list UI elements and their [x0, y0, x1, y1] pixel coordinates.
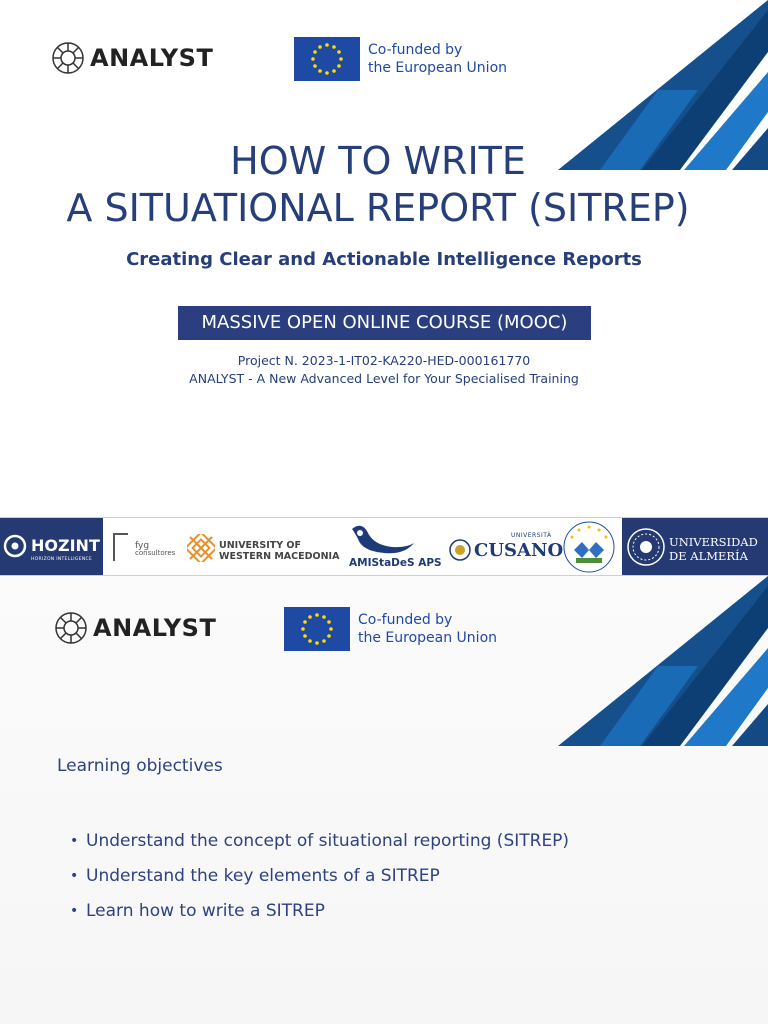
uowm-emblem-icon: [187, 534, 215, 562]
eild-logo: [560, 520, 618, 574]
eu-text-line1: Co-funded by: [358, 612, 453, 628]
analyst-logo: [53, 610, 216, 646]
almeria-seal-icon: [626, 527, 666, 567]
eild-emblem-icon: [560, 520, 618, 574]
cusano-name: CUSANO: [474, 540, 564, 561]
eu-text-line2: the European Union: [358, 630, 498, 646]
eu-text-line2: the European Union: [368, 60, 508, 76]
objectives-list: [70, 824, 569, 929]
fyg-logo: [113, 533, 185, 561]
analyst-logo-text: ANALYST: [93, 614, 217, 642]
cusano-seal-icon: [449, 539, 471, 561]
bullet-icon: •: [70, 868, 79, 884]
objective-text: Learn how to write a SITREP: [86, 901, 325, 921]
eu-text-line1: Co-funded by: [368, 42, 463, 58]
section-title: Learning objectives: [57, 756, 223, 776]
amistades-name: AMIStaDeS APS: [349, 557, 442, 569]
slide-subtitle: Creating Clear and Actionable Intelligence Reports: [126, 249, 642, 270]
objective-text: Understand the concept of situational reporting (SITREP): [86, 831, 570, 851]
hozint-logo: [0, 518, 103, 575]
cusano-top: UNIVERSITÀ: [511, 532, 552, 539]
bullet-icon: •: [70, 903, 79, 919]
eu-cofunded-logo: [294, 37, 507, 81]
almeria-line1: UNIVERSIDAD: [669, 535, 758, 549]
uowm-line2: WESTERN MACEDONIA: [219, 551, 340, 562]
learning-objectives-slide: [0, 576, 768, 1024]
project-number: Project N. 2023-1-IT02-KA220-HED-000161770: [237, 353, 531, 368]
slide-title: [0, 138, 756, 232]
list-item: [70, 824, 569, 859]
partner-logos-strip: [0, 517, 768, 576]
objective-text: Understand the key elements of a SITREP: [86, 866, 440, 886]
uowm-logo: [187, 534, 340, 566]
analyst-logo: [50, 40, 213, 76]
cusano-logo: [449, 532, 564, 562]
amistades-logo: [348, 523, 444, 573]
hozint-name: HOZINT: [31, 536, 100, 555]
fyg-name: fyg: [135, 541, 150, 551]
eu-flag-icon: [294, 37, 360, 81]
almeria-line2: DE ALMERÍA: [669, 549, 748, 563]
hozint-subtitle: HORIZON INTELLIGENCE: [31, 557, 93, 562]
analyst-network-icon: [50, 40, 86, 76]
uowm-line1: UNIVERSITY OF: [219, 540, 301, 551]
fyg-sub: consultores: [135, 549, 176, 557]
title-line-1: HOW TO WRITE: [230, 139, 526, 183]
analyst-network-icon: [53, 610, 89, 646]
bullet-icon: •: [70, 833, 79, 849]
eu-flag-icon: [284, 607, 350, 651]
analyst-logo-text: ANALYST: [90, 44, 214, 72]
project-tagline: ANALYST - A New Advanced Level for Your Specialised Training: [189, 371, 579, 386]
list-item: [70, 859, 569, 894]
amistades-wave-icon: [348, 523, 418, 557]
list-item: [70, 894, 569, 929]
project-info: [0, 352, 768, 388]
almeria-logo: [622, 518, 768, 575]
decorative-stripes: [558, 576, 768, 748]
course-type-banner: MASSIVE OPEN ONLINE COURSE (MOOC): [178, 306, 591, 340]
title-line-2: A SITUATIONAL REPORT (SITREP): [66, 186, 690, 230]
eu-cofunded-logo: [284, 607, 497, 651]
